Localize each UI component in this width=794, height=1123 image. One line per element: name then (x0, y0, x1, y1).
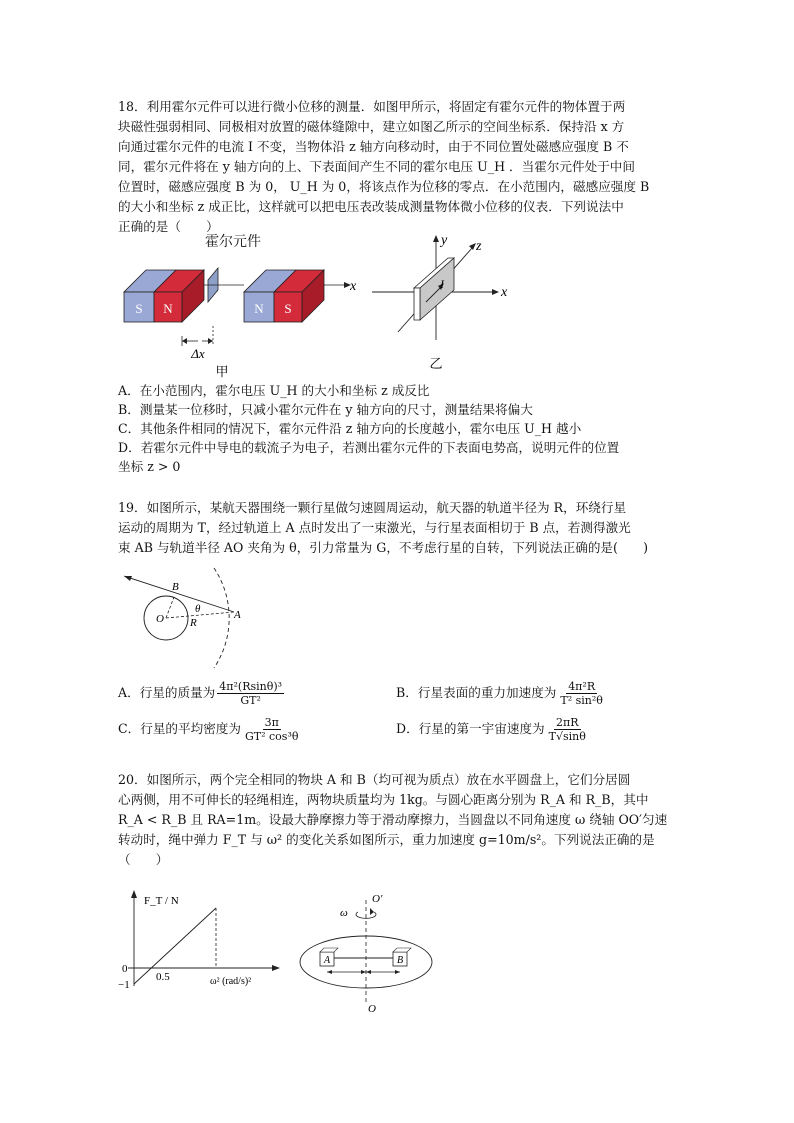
q20-stem (118, 770, 678, 870)
point-b-label: B (172, 581, 179, 593)
numerator: 4π²R (568, 680, 596, 693)
theta-label: θ (195, 603, 201, 615)
q20-line: R_A < R_B 且 RA=1m。设最大静摩擦力等于滑动摩擦力，当圆盘以不同角速度 ω 绕轴 OO′匀速 (118, 812, 668, 827)
hall-label: 霍尔元件 (205, 235, 261, 250)
option-prefix: A．行星的质量为 (118, 685, 216, 700)
q18-option-c[interactable]: C．其他条件相同的情况下，霍尔元件沿 z 轴方向的长度越小，霍尔电压 U_H 越小 (118, 421, 582, 436)
x-axis-label: x (501, 285, 508, 300)
magnet-s-label: S (135, 301, 143, 316)
ft-line (134, 908, 216, 984)
x-axis-label: ω² (rad/s)² (210, 976, 252, 987)
block-a-label: A (323, 955, 331, 966)
orbit-arc (214, 568, 229, 668)
delta-x-label: Δx (191, 346, 205, 361)
fraction (217, 680, 284, 707)
numerator: 4π²(Rsinθ)³ (219, 680, 283, 693)
option-prefix: D．行星的第一宇宙速度为 (396, 721, 545, 736)
figure-yi (368, 228, 528, 380)
q18-line: 块磁性强弱相同、同极相对放置的磁体缝隙中，建立如图乙所示的空间坐标系．保持沿 x 方 (118, 119, 625, 134)
figure-ft-graph (118, 890, 288, 1000)
q18-line: 18．利用霍尔元件可以进行微小位移的测量．如图甲所示，将固定有霍尔元件的物体置于两 (118, 99, 626, 114)
denominator: GT² cos³θ (244, 730, 299, 743)
q18-option-b[interactable]: B．测量某一位移时，只减小霍尔元件在 y 轴方向的尺寸，测量结果将偏大 (118, 402, 533, 417)
figure-orbit (118, 562, 288, 674)
q19-option-a[interactable] (118, 680, 286, 707)
option-prefix: C．行星的平均密度为 (118, 721, 241, 736)
q20-line: 心两侧，用不可伸长的轻绳相连，两物块质量均为 1kg。与圆心距离分别为 R_A 和 R_B，其中 (118, 792, 649, 807)
denominator: T² sin²θ (560, 694, 603, 707)
fraction (558, 680, 605, 707)
x-mark-label: 0.5 (156, 971, 170, 983)
q19-line: 19．如图所示，某航天器围绕一颗行星做匀速圆周运动，航天器的轨道半径为 R，环绕行星 (118, 500, 627, 515)
magnet-s-label: S (284, 301, 292, 316)
current-label: I (440, 277, 444, 291)
option-prefix: B．行星表面的重力加速度为 (396, 685, 557, 700)
y-axis-label: F_T / N (144, 895, 179, 907)
q18-line: 位置时，磁感应强度 B 为 0， U_H 为 0，将该点作为位移的零点．在小范围内，磁感应强度 B (118, 179, 650, 194)
figure-disk (296, 890, 456, 1015)
q18-option-a[interactable]: A．在小范围内，霍尔电压 U_H 的大小和坐标 z 成反比 (118, 383, 430, 398)
block-b-label: B (396, 955, 404, 966)
numerator: 2πR (555, 716, 579, 729)
q19-line: 束 AB 与轨道半径 AO 夹角为 θ，引力常量为 G，不考虑行星的自转，下列说法正确的是( ) (118, 540, 649, 555)
denominator: T√sinθ (548, 730, 586, 743)
q18-stem (118, 97, 678, 237)
figure-caption-yi: 乙 (429, 356, 443, 371)
q20-line: 转动时，绳中弹力 F_T 与 ω² 的变化关系如图所示，重力加速度 g=10m/s²。下列说法正确的是 (118, 832, 655, 847)
q19-option-c[interactable] (118, 716, 302, 743)
magnet-n-label: N (163, 301, 173, 316)
magnet-n-label: N (254, 301, 264, 316)
point-o-label: O (156, 613, 164, 625)
q19-line: 运动的周期为 T，经过轨道上 A 点时发出了一束激光，与行星表面相切于 B 点，若测得激光 (118, 520, 631, 535)
minus-one-label: −1 (118, 979, 130, 991)
omega-label: ω (340, 907, 348, 919)
figure-caption-jia: 甲 (215, 364, 229, 379)
axis-bottom-label: O (368, 1003, 376, 1015)
fraction (243, 716, 301, 743)
q18-line: 向通过霍尔元件的电流 I 不变，当物体沿 z 轴方向移动时，由于不同位置处磁感应强度 B 不 (118, 139, 629, 154)
figure-jia (118, 228, 368, 380)
q18-option-d-cont: 坐标 z > 0 (118, 459, 181, 474)
y-axis-label: y (441, 233, 448, 248)
q19-option-b[interactable] (396, 680, 607, 707)
denominator: GT² (240, 694, 261, 707)
numerator: 3π (264, 716, 279, 729)
q19-option-d[interactable] (396, 716, 590, 743)
x-axis-label: x (350, 279, 357, 294)
q18-line: 的大小和坐标 z 成正比，这样就可以把电压表改装成测量物体微小位移的仪表．下列说法中 (118, 199, 624, 214)
fraction (547, 716, 588, 743)
q18-options (118, 381, 678, 476)
radius-label: R (190, 617, 197, 629)
q19-stem (118, 498, 678, 558)
q18-line: 正确的是（ ） (118, 219, 219, 234)
q20-line: 20．如图所示，两个完全相同的物块 A 和 B（均可视为质点）放在水平圆盘上，它们分居圆 (118, 772, 631, 787)
point-a-label: A (234, 609, 241, 621)
q18-line: 同，霍尔元件将在 y 轴方向的上、下表面间产生不同的霍尔电压 U_H ．当霍尔元件处于中间 (118, 159, 635, 174)
axis-top-label: O′ (372, 893, 383, 905)
z-axis-label: z (476, 239, 482, 254)
q20-line: （ ） (118, 852, 169, 867)
q18-option-d[interactable]: D．若霍尔元件中导电的载流子为电子，若测出霍尔元件的下表面电势高，说明元件的位置 (118, 440, 620, 455)
origin-label: 0 (122, 963, 128, 975)
